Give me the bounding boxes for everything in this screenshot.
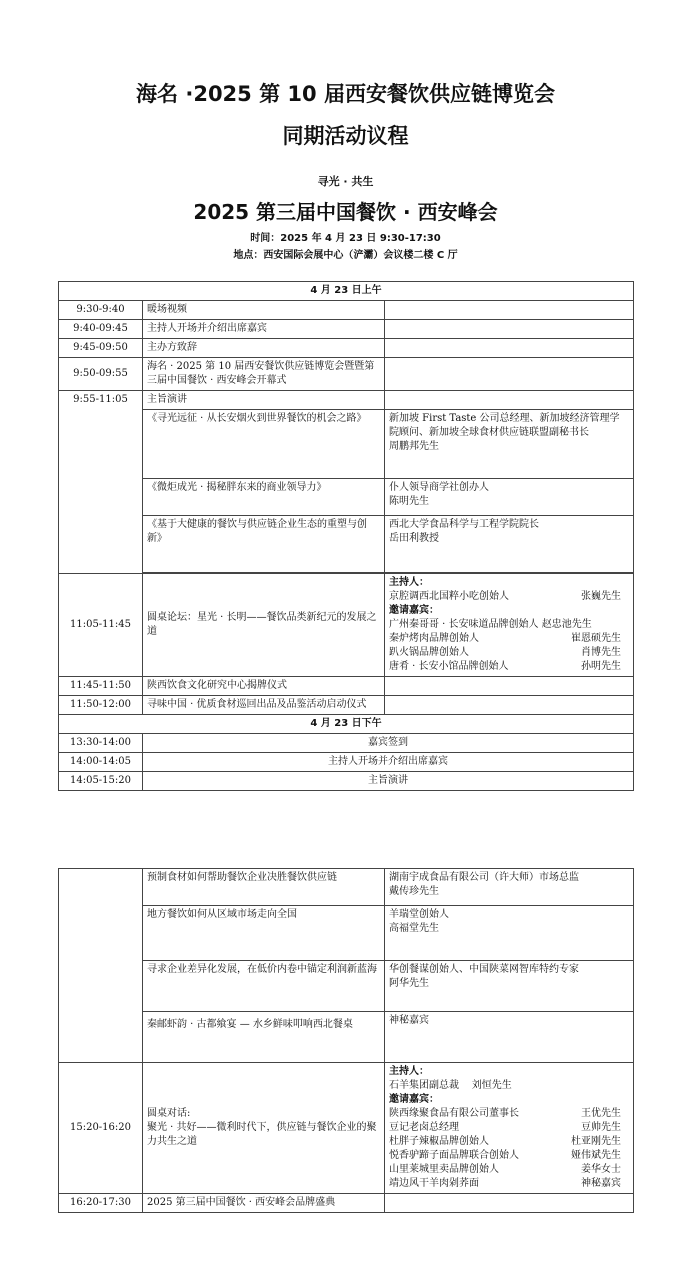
table-row	[59, 696, 634, 715]
event-location: 地点：西安国际会展中心（浐灞）会议楼二楼 C 厅	[233, 250, 458, 261]
table-row	[59, 753, 634, 772]
time-cell: 9:45-09:50	[59, 339, 143, 358]
guest-label: 邀请嘉宾：	[389, 605, 439, 616]
speaker-title: 西北大学食品科学与工程学院院长	[389, 519, 539, 530]
speaker-title: 羊瑞堂创始人	[389, 909, 449, 920]
speaker-name: 陈明先生	[389, 496, 429, 507]
guest-line	[389, 1177, 629, 1191]
speaker-cell	[385, 961, 634, 1012]
forum-topic: 圆桌论坛：星光 · 长明——餐饮品类新纪元的发展之道	[143, 574, 385, 677]
guest-line	[389, 618, 629, 632]
time-cell: 9:50-09:55	[59, 358, 143, 391]
guest-line	[389, 660, 629, 674]
person: 豆帅先生	[581, 1122, 621, 1133]
table-row	[59, 358, 634, 391]
speaker-title: 新加坡 First Taste 公司总经理、新加坡经济管理学院顾问、新加坡全球食材供应链联盟副秘书长	[389, 413, 620, 438]
person: 赵忠池先生	[541, 619, 592, 630]
event-time: 时间：2025 年 4 月 23 日 9:30-17:30	[250, 233, 441, 244]
guest-line	[389, 1149, 629, 1163]
time-cell: 13:30-14:00	[59, 734, 143, 753]
time-cell: 14:00-14:05	[59, 753, 143, 772]
guest-line	[389, 1135, 629, 1149]
document-subtitle: 同期活动议程	[282, 124, 409, 148]
agenda-item: 2025 第三届中国餐饮 · 西安峰会品牌盛典	[143, 1194, 385, 1213]
agenda-table-afternoon	[58, 868, 634, 1213]
agenda-item: 主旨演讲	[143, 772, 634, 791]
document-title: 海名 ·2025 第 10 届西安餐饮供应链博览会	[136, 82, 555, 106]
talk-topic: 秦邮虾韵 · 古都飨宴 — 水乡鲜味叩响西北餐桌	[143, 1012, 385, 1063]
talk-topic: 寻求企业差异化发展，在低价内卷中锚定利润新蓝海	[143, 961, 385, 1012]
host-line	[389, 1079, 629, 1093]
speaker-title: 仆人领导商学社创办人	[389, 482, 489, 493]
agenda-item: 主持人开场并介绍出席嘉宾	[143, 753, 634, 772]
person: 杜亚刚先生	[571, 1136, 621, 1147]
summit-title: 2025 第三届中国餐饮 · 西安峰会	[193, 200, 498, 224]
guest-label: 邀请嘉宾：	[389, 1094, 439, 1105]
org: 石羊集团副总裁	[389, 1080, 459, 1091]
talk-row	[59, 516, 634, 573]
time-cell: 16:20-17:30	[59, 1194, 143, 1213]
talk-topic: 《微炬成光 · 揭秘胖东来的商业领导力》	[143, 479, 385, 516]
person: 王优先生	[581, 1108, 621, 1119]
talk-topic: 预制食材如何帮助餐饮企业决胜餐饮供应链	[143, 869, 385, 906]
panel-cell	[385, 1063, 634, 1194]
agenda-item: 嘉宾签到	[143, 734, 634, 753]
talk-row	[59, 906, 634, 961]
person: 崔恩硕先生	[571, 633, 622, 644]
agenda-item: 海名 · 2025 第 10 届西安餐饮供应链博览会暨暨第三届中国餐饮 · 西安峰会开幕式	[143, 358, 385, 391]
speaker-name: 岳田利教授	[389, 533, 439, 544]
speaker-title: 华创餐谋创始人、中国陕菜网智库特约专家	[389, 964, 579, 975]
dialogue-subtitle: 聚光 · 共好——微利时代下，供应链与餐饮企业的聚力共生之道	[147, 1122, 377, 1147]
speaker-cell	[385, 516, 634, 573]
person: 娅伟斌先生	[571, 1150, 621, 1161]
time-cell: 15:20-16:20	[59, 1063, 143, 1194]
forum-row	[59, 574, 634, 677]
table-row	[59, 677, 634, 696]
time-cell: 14:05-15:20	[59, 772, 143, 791]
panel-cell	[385, 574, 634, 677]
host-label: 主持人：	[389, 577, 429, 588]
person: 姜华女士	[581, 1164, 621, 1175]
talk-topic: 《基于大健康的餐饮与供应链企业生态的重塑与创新》	[143, 516, 385, 573]
talk-topic: 《寻光远征 · 从长安烟火到世界餐饮的机会之路》	[143, 410, 385, 479]
speaker-name: 戴传珍先生	[389, 886, 439, 897]
talk-row	[59, 1012, 634, 1063]
guest-line	[389, 1163, 629, 1177]
time-cell: 11:45-11:50	[59, 677, 143, 696]
table-row	[59, 301, 634, 320]
time-cell: 11:50-12:00	[59, 696, 143, 715]
table-row	[59, 320, 634, 339]
speaker-title: 神秘嘉宾	[389, 1015, 429, 1026]
table-row	[59, 339, 634, 358]
agenda-item: 暖场视频	[143, 301, 385, 320]
keynote-label: 主旨演讲	[143, 391, 385, 410]
time-cell: 9:40-09:45	[59, 320, 143, 339]
org: 山里莱城里卖品牌创始人	[389, 1164, 499, 1175]
summit-tagline: 寻光 · 共生	[317, 175, 374, 188]
dialogue-topic	[143, 1063, 385, 1194]
talk-topic: 地方餐饮如何从区域市场走向全国	[143, 906, 385, 961]
guest-line	[389, 1121, 629, 1135]
section-morning: 4 月 23 日上午	[59, 282, 634, 301]
person: 刘恒先生	[471, 1080, 512, 1091]
table-row	[59, 734, 634, 753]
talk-row	[59, 479, 634, 516]
org: 杜胖子辣椒品牌创始人	[389, 1136, 489, 1147]
guest-line	[389, 1107, 629, 1121]
talk-row	[59, 410, 634, 479]
person: 神秘嘉宾	[581, 1178, 621, 1189]
speaker-name: 阿华先生	[389, 978, 429, 989]
section-afternoon: 4 月 23 日下午	[59, 715, 634, 734]
agenda-item: 寻味中国 · 优质食材巡回出品及品鉴活动启动仪式	[143, 696, 385, 715]
table-row	[59, 772, 634, 791]
talk-row	[59, 869, 634, 906]
org: 广州秦哥哥 · 长安味道品牌创始人	[389, 619, 539, 630]
talk-row	[59, 961, 634, 1012]
person: 张巍先生	[581, 591, 622, 602]
speaker-cell	[385, 479, 634, 516]
org: 陕西缘聚食品有限公司董事长	[389, 1108, 519, 1119]
org: 靖边风干羊肉剁荞面	[389, 1178, 479, 1189]
host-line	[389, 590, 629, 604]
speaker-name: 高福堂先生	[389, 923, 439, 934]
speaker-cell	[385, 906, 634, 961]
org: 京腔调西北国粹小吃创始人	[389, 591, 509, 602]
speaker-cell	[385, 410, 634, 479]
dialogue-row	[59, 1063, 634, 1194]
speaker-cell	[385, 869, 634, 906]
org: 豆记老卤总经理	[389, 1122, 459, 1133]
table-row	[59, 1194, 634, 1213]
agenda-item: 主持人开场并介绍出席嘉宾	[143, 320, 385, 339]
agenda-item: 主办方致辞	[143, 339, 385, 358]
speaker-title: 湖南宇成食品有限公司（许大师）市场总监	[389, 872, 579, 883]
person: 肖博先生	[581, 647, 622, 658]
agenda-table-main	[58, 281, 634, 791]
time-cell: 11:05-11:45	[59, 574, 143, 677]
guest-line	[389, 646, 629, 660]
time-cell: 9:30-9:40	[59, 301, 143, 320]
dialogue-title: 圆桌对话:	[147, 1108, 191, 1119]
org: 悦香驴蹄子面品牌联合创始人	[389, 1150, 519, 1161]
host-label: 主持人：	[389, 1066, 429, 1077]
person: 孙明先生	[581, 661, 622, 672]
speaker-cell	[385, 1012, 634, 1063]
section-row	[59, 715, 634, 734]
org: 唐肴 · 长安小馆品牌创始人	[389, 661, 509, 672]
section-row	[59, 282, 634, 301]
speaker-name: 周鹏邦先生	[389, 441, 439, 452]
agenda-item: 陕西饮食文化研究中心揭牌仪式	[143, 677, 385, 696]
time-cell: 9:55-11:05	[59, 391, 143, 574]
org: 秦炉烤肉品牌创始人	[389, 633, 479, 644]
guest-line	[389, 632, 629, 646]
org: 趴火锅品牌创始人	[389, 647, 469, 658]
table-row	[59, 391, 634, 410]
